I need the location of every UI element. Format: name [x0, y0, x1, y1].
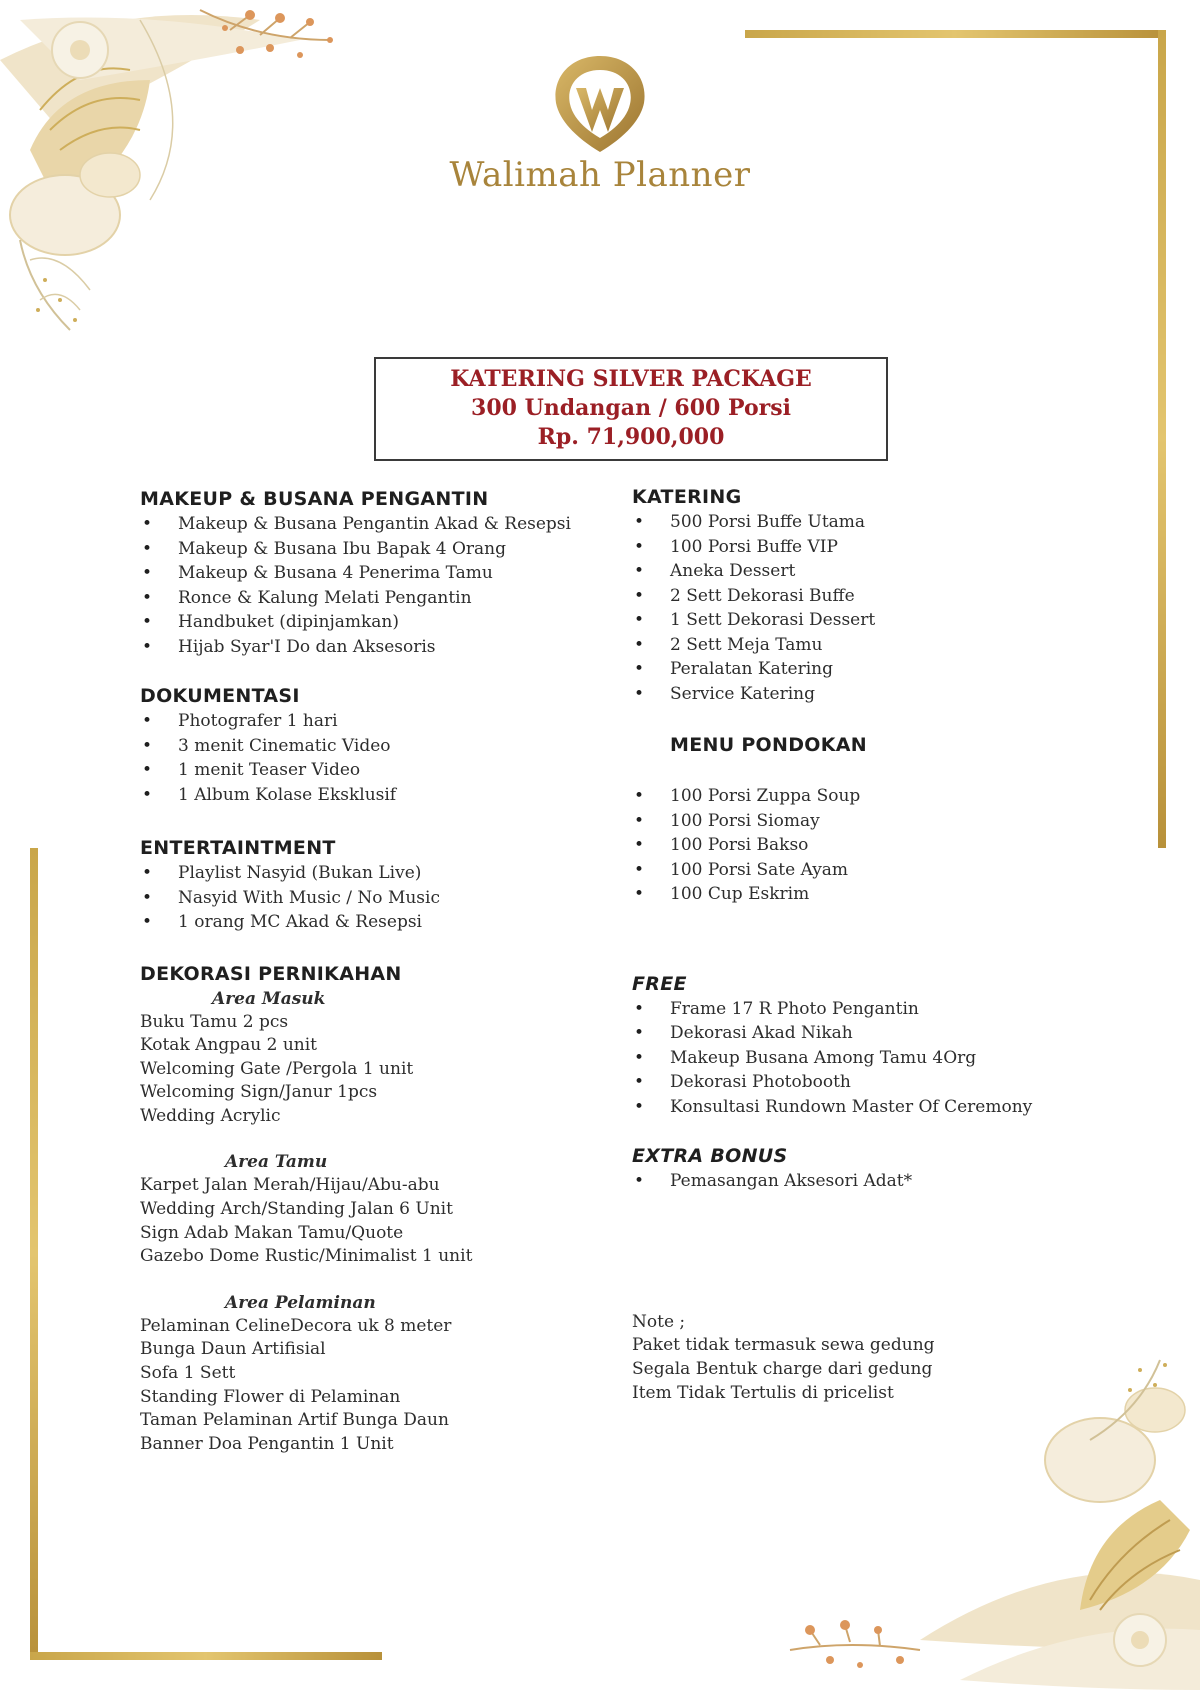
- list-item: Pelaminan CelineDecora uk 8 meter: [140, 1315, 452, 1336]
- list-item: • Photografer 1 hari: [140, 709, 610, 734]
- free-list: [632, 997, 1102, 1120]
- extra-bonus-list: [632, 1169, 1102, 1194]
- note-line: Segala Bentuk charge dari gedung: [632, 1359, 933, 1380]
- extra-bonus-section-title: EXTRA BONUS: [632, 1145, 788, 1167]
- list-item: • 1 menit Teaser Video: [140, 758, 610, 783]
- list-item: • 100 Porsi Bakso: [632, 833, 1102, 858]
- list-item: • Hijab Syar'I Do dan Aksesoris: [140, 635, 610, 660]
- list-item: • 1 orang MC Akad & Resepsi: [140, 910, 610, 935]
- floral-top-left-icon: [0, 0, 430, 350]
- list-item: Wedding Acrylic: [140, 1105, 281, 1126]
- brand-name: Walimah Planner: [449, 155, 751, 195]
- entertainment-section-title: ENTERTAINTMENT: [140, 837, 336, 859]
- free-section-title: FREE: [632, 972, 687, 995]
- list-item: • Service Katering: [632, 682, 1102, 707]
- list-item: • Makeup & Busana 4 Penerima Tamu: [140, 561, 610, 586]
- note-title: Note ;: [632, 1311, 686, 1332]
- package-price: Rp. 71,900,000: [537, 424, 725, 450]
- list-item: • Frame 17 R Photo Pengantin: [632, 997, 1102, 1022]
- list-item: Kotak Angpau 2 unit: [140, 1035, 318, 1056]
- list-item: Gazebo Dome Rustic/Minimalist 1 unit: [140, 1246, 473, 1267]
- list-item: • Ronce & Kalung Melati Pengantin: [140, 586, 610, 611]
- entertainment-list: [140, 861, 610, 935]
- gold-frame-right: [1158, 30, 1166, 848]
- list-item: Standing Flower di Pelaminan: [140, 1386, 401, 1407]
- list-item: • 2 Sett Meja Tamu: [632, 633, 1102, 658]
- list-item: Bunga Daun Artifisial: [140, 1339, 326, 1360]
- list-item: Wedding Arch/Standing Jalan 6 Unit: [140, 1199, 453, 1220]
- dokumentasi-section-title: DOKUMENTASI: [140, 685, 300, 707]
- list-item: • Peralatan Katering: [632, 657, 1102, 682]
- list-item: • 500 Porsi Buffe Utama: [632, 510, 1102, 535]
- list-item: Sign Adab Makan Tamu/Quote: [140, 1222, 404, 1243]
- walimah-planner-logo-icon: [540, 48, 660, 158]
- list-item: • 1 Sett Dekorasi Dessert: [632, 608, 1102, 633]
- left-column: [140, 486, 610, 1456]
- package-header-box: [374, 357, 888, 461]
- area-tamu-title: Area Tamu: [225, 1152, 328, 1173]
- gold-frame-bottom: [30, 1652, 382, 1660]
- right-column: [632, 484, 1102, 1406]
- list-item: Welcoming Sign/Janur 1pcs: [140, 1082, 378, 1103]
- katering-list: [632, 510, 1102, 706]
- list-item: • Nasyid With Music / No Music: [140, 886, 610, 911]
- list-item: • Dekorasi Photobooth: [632, 1070, 1102, 1095]
- dekorasi-section-title: DEKORASI PERNIKAHAN: [140, 962, 402, 985]
- gold-frame-left: [30, 848, 38, 1660]
- list-item: • Pemasangan Aksesori Adat*: [632, 1169, 1102, 1194]
- list-item: • Playlist Nasyid (Bukan Live): [140, 861, 610, 886]
- list-item: Buku Tamu 2 pcs: [140, 1011, 289, 1032]
- area-masuk-title: Area Masuk: [212, 988, 326, 1009]
- list-item: • Aneka Dessert: [632, 559, 1102, 584]
- note-line: Item Tidak Tertulis di pricelist: [632, 1382, 894, 1403]
- list-item: Sofa 1 Sett: [140, 1363, 236, 1384]
- list-item: • 2 Sett Dekorasi Buffe: [632, 584, 1102, 609]
- dokumentasi-list: [140, 709, 610, 807]
- list-item: • 3 menit Cinematic Video: [140, 734, 610, 759]
- list-item: Taman Pelaminan Artif Bunga Daun: [140, 1410, 449, 1431]
- list-item: • Konsultasi Rundown Master Of Ceremony: [632, 1095, 1102, 1120]
- list-item: • Makeup & Busana Pengantin Akad & Resepsi: [140, 512, 610, 537]
- makeup-list: [140, 512, 610, 659]
- menu-pondokan-section-title: MENU PONDOKAN: [670, 734, 867, 756]
- list-item: Banner Doa Pengantin 1 Unit: [140, 1433, 394, 1454]
- list-item: • 1 Album Kolase Eksklusif: [140, 783, 610, 808]
- menu-pondokan-list: [632, 784, 1102, 907]
- list-item: Karpet Jalan Merah/Hijau/Abu-abu: [140, 1175, 440, 1196]
- list-item: • Handbuket (dipinjamkan): [140, 610, 610, 635]
- note-block: [632, 1311, 1102, 1406]
- package-guests: 300 Undangan / 600 Porsi: [471, 395, 791, 421]
- makeup-section-title: MAKEUP & BUSANA PENGANTIN: [140, 488, 489, 510]
- list-item: • Makeup & Busana Ibu Bapak 4 Orang: [140, 537, 610, 562]
- area-pelaminan-title: Area Pelaminan: [225, 1292, 376, 1313]
- list-item: • 100 Porsi Siomay: [632, 809, 1102, 834]
- list-item: • Makeup Busana Among Tamu 4Org: [632, 1046, 1102, 1071]
- note-line: Paket tidak termasuk sewa gedung: [632, 1335, 935, 1356]
- list-item: • 100 Porsi Zuppa Soup: [632, 784, 1102, 809]
- gold-frame-top: [745, 30, 1165, 38]
- list-item: • 100 Porsi Sate Ayam: [632, 858, 1102, 883]
- list-item: • 100 Cup Eskrim: [632, 882, 1102, 907]
- katering-section-title: KATERING: [632, 486, 742, 508]
- list-item: • 100 Porsi Buffe VIP: [632, 535, 1102, 560]
- package-title: KATERING SILVER PACKAGE: [450, 366, 812, 392]
- list-item: Welcoming Gate /Pergola 1 unit: [140, 1058, 414, 1079]
- list-item: • Dekorasi Akad Nikah: [632, 1021, 1102, 1046]
